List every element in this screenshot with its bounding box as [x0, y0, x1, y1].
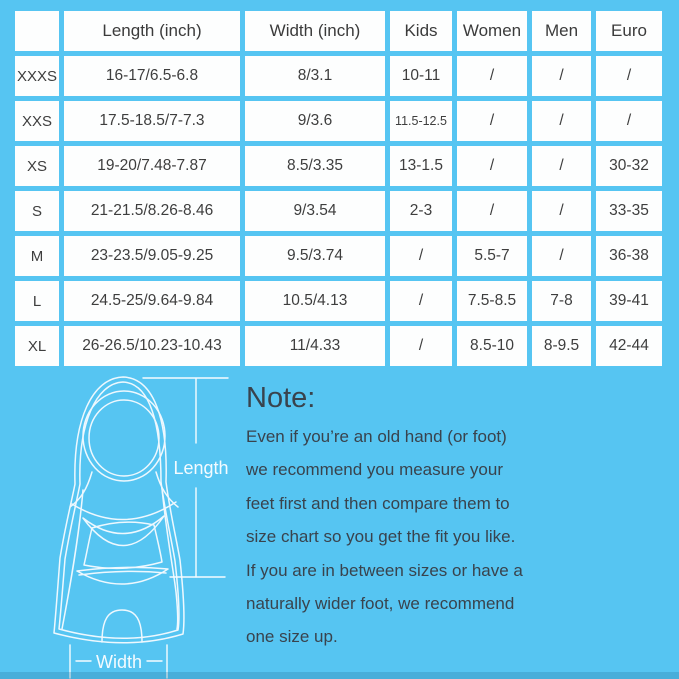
size-row-label: M: [15, 236, 59, 276]
size-row-label: XL: [15, 326, 59, 366]
size-cell: 9.5/3.74: [245, 236, 385, 276]
size-cell: /: [390, 281, 452, 321]
size-cell: /: [457, 191, 527, 231]
note-line: If you are in between sizes or have a: [246, 560, 523, 580]
size-cell: /: [596, 56, 662, 96]
size-cell: 33-35: [596, 191, 662, 231]
note-line: Even if you’re an old hand (or foot): [246, 427, 507, 446]
table-header-corner: [15, 11, 59, 51]
bottom-edge-shade: [0, 672, 679, 679]
size-table: [15, 11, 662, 366]
fin-measurement-diagram: [20, 372, 235, 679]
note-heading: Note:: [246, 382, 316, 414]
instep-arc-upper: [72, 502, 176, 520]
size-cell: /: [532, 101, 591, 141]
heel-crescent-line: [79, 571, 166, 575]
note-section: [246, 381, 576, 654]
size-row-label: XS: [15, 146, 59, 186]
size-cell: 19-20/7.48-7.87: [64, 146, 240, 186]
size-cell: 10-11: [390, 56, 452, 96]
size-cell: 13-1.5: [390, 146, 452, 186]
note-line: we recommend you measure your: [246, 460, 504, 480]
size-cell: 7.5-8.5: [457, 281, 527, 321]
size-cell: 11/4.33: [245, 326, 385, 366]
instep-lens: [83, 516, 164, 546]
table-header-width: Width (inch): [245, 11, 385, 51]
fin-line-art: [20, 372, 235, 679]
size-cell: /: [457, 101, 527, 141]
size-cell: 16-17/6.5-6.8: [64, 56, 240, 96]
size-row-label: L: [15, 281, 59, 321]
size-cell: 36-38: [596, 236, 662, 276]
foot-opening-outer: [83, 391, 165, 481]
size-cell: 2-3: [390, 191, 452, 231]
size-cell: 8.5-10: [457, 326, 527, 366]
note-line: naturally wider foot, we recommend: [246, 594, 515, 614]
width-label: Width: [95, 652, 143, 672]
size-cell: 10.5/4.13: [245, 281, 385, 321]
size-row-label: XXS: [15, 101, 59, 141]
size-cell: 7-8: [532, 281, 591, 321]
size-cell: 17.5-18.5/7-7.3: [64, 101, 240, 141]
size-cell: 9/3.54: [245, 191, 385, 231]
size-cell: 30-32: [596, 146, 662, 186]
size-cell: /: [596, 101, 662, 141]
size-cell: 39-41: [596, 281, 662, 321]
size-row-label: S: [15, 191, 59, 231]
table-header-euro: Euro: [596, 11, 662, 51]
size-cell: 8/3.1: [245, 56, 385, 96]
size-cell: /: [457, 56, 527, 96]
table-header-men: Men: [532, 11, 591, 51]
size-cell: /: [390, 236, 452, 276]
size-cell: 24.5-25/9.64-9.84: [64, 281, 240, 321]
size-cell: 23-23.5/9.05-9.25: [64, 236, 240, 276]
size-cell: 5.5-7: [457, 236, 527, 276]
heel-crescent: [77, 567, 168, 584]
size-row-label: XXXS: [15, 56, 59, 96]
note-line: feet first and then compare them to: [246, 493, 510, 513]
size-cell: /: [532, 56, 591, 96]
size-cell: /: [532, 191, 591, 231]
note-line: one size up.: [246, 627, 338, 647]
size-cell: 9/3.6: [245, 101, 385, 141]
table-header-kids: Kids: [390, 11, 452, 51]
foot-opening-inner: [89, 400, 159, 476]
table-header-women: Women: [457, 11, 527, 51]
size-cell: 21-21.5/8.26-8.46: [64, 191, 240, 231]
size-cell: /: [532, 146, 591, 186]
size-cell: /: [532, 236, 591, 276]
size-cell: 26-26.5/10.23-10.43: [64, 326, 240, 366]
size-cell: /: [390, 326, 452, 366]
size-cell: 42-44: [596, 326, 662, 366]
size-cell: 8-9.5: [532, 326, 591, 366]
size-cell: 11.5-12.5: [390, 101, 452, 141]
size-cell: /: [457, 146, 527, 186]
note-line: size chart so you get the fit you like.: [246, 527, 516, 547]
size-cell: 8.5/3.35: [245, 146, 385, 186]
table-header-length: Length (inch): [64, 11, 240, 51]
length-label: Length: [173, 458, 229, 478]
